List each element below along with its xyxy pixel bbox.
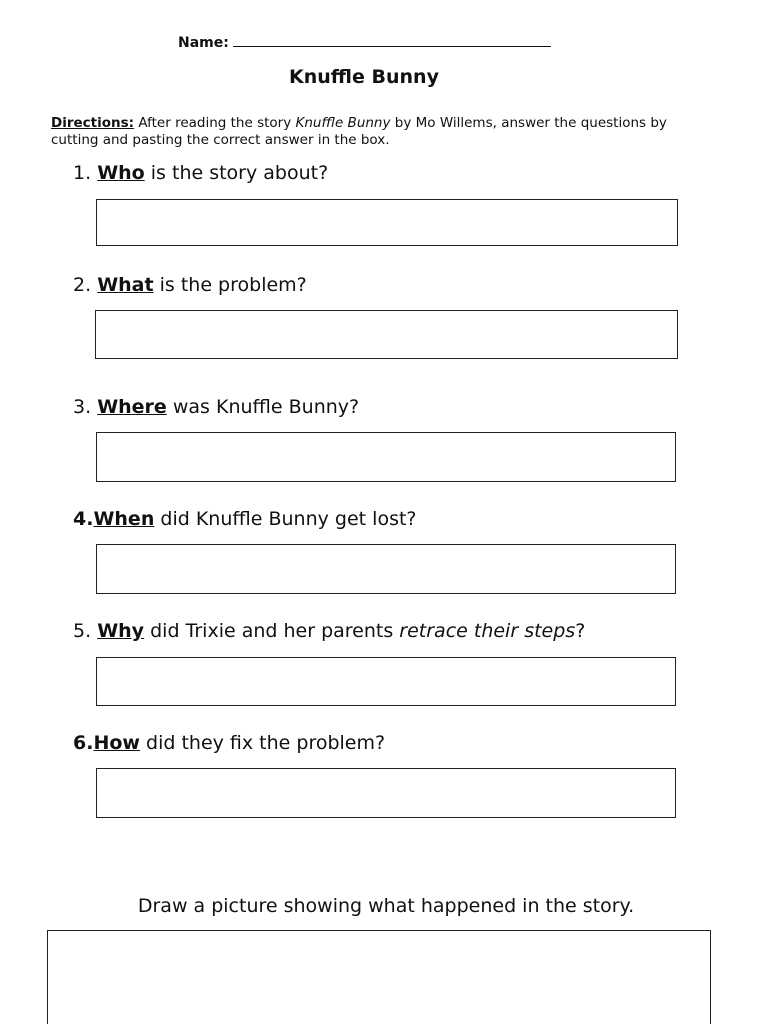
question-2 xyxy=(73,274,307,296)
question-keyword: How xyxy=(93,732,140,754)
question-6 xyxy=(73,732,385,754)
directions xyxy=(51,115,691,149)
question-5 xyxy=(73,620,585,642)
question-italic-phrase: retrace their steps xyxy=(399,620,576,642)
question-text: is the story about? xyxy=(144,162,329,184)
question-text: did Trixie and her parents xyxy=(144,620,400,642)
question-number: 2. xyxy=(73,274,92,296)
question-keyword: What xyxy=(97,274,154,296)
directions-text-1: After reading the story xyxy=(134,115,296,131)
question-number: 3. xyxy=(73,396,92,418)
answer-box-1[interactable] xyxy=(96,199,678,246)
question-text: did Knuffle Bunny get lost? xyxy=(154,508,417,530)
question-keyword: Why xyxy=(97,620,145,642)
answer-box-2[interactable] xyxy=(95,310,678,359)
answer-box-6[interactable] xyxy=(96,768,676,818)
question-end: ? xyxy=(575,620,586,642)
answer-box-4[interactable] xyxy=(96,544,676,594)
answer-box-3[interactable] xyxy=(96,432,676,482)
directions-text-2: by Mo Willems, answer the questions by cutting and pasting the correct answer in the box. xyxy=(51,115,667,148)
question-keyword: When xyxy=(93,508,155,530)
directions-book-title: Knuffle Bunny xyxy=(295,115,391,131)
drawing-prompt: Draw a picture showing what happened in the story. xyxy=(137,895,635,917)
question-text: is the problem? xyxy=(153,274,307,296)
drawing-box[interactable] xyxy=(47,930,711,1024)
question-number: 5. xyxy=(73,620,92,642)
worksheet-title: Knuffle Bunny xyxy=(289,66,439,88)
question-number: 4. xyxy=(73,508,94,530)
question-1 xyxy=(73,162,328,184)
name-blank[interactable] xyxy=(233,34,551,47)
question-number: 1. xyxy=(73,162,92,184)
question-4 xyxy=(73,508,417,530)
answer-box-5[interactable] xyxy=(96,657,676,706)
name-field-line xyxy=(178,34,551,51)
question-keyword: Who xyxy=(97,162,145,184)
question-number: 6. xyxy=(73,732,94,754)
directions-label: Directions: xyxy=(51,115,135,131)
question-keyword: Where xyxy=(97,396,167,418)
question-text: did they fix the problem? xyxy=(139,732,386,754)
question-3 xyxy=(73,396,359,418)
question-text: was Knuffle Bunny? xyxy=(166,396,360,418)
name-label: Name: xyxy=(178,35,229,51)
